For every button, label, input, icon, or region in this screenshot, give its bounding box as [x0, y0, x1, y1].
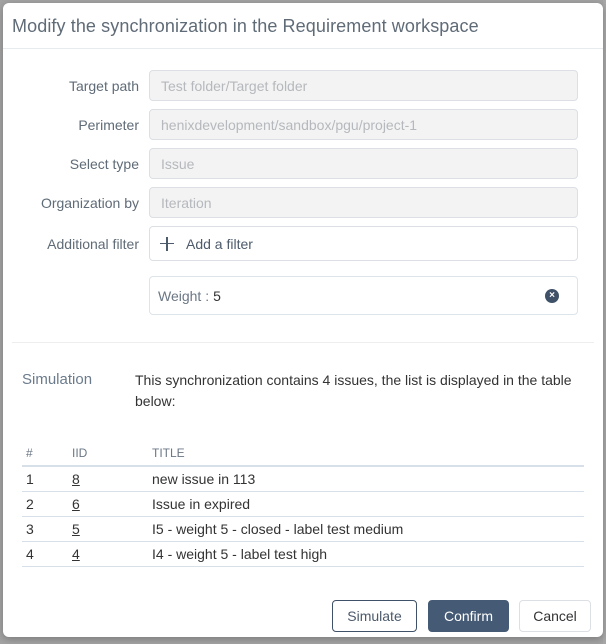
column-header-iid: IID	[52, 444, 152, 466]
target-path-field: Test folder/Target folder	[149, 70, 578, 101]
cancel-button[interactable]: Cancel	[519, 600, 591, 632]
modify-synchronization-dialog	[3, 3, 603, 637]
filter-chip-value: 5	[213, 287, 221, 304]
column-header-title: TITLE	[152, 444, 584, 466]
perimeter-label: Perimeter	[78, 117, 139, 133]
iid-link[interactable]: 8	[72, 470, 80, 487]
simulation-description: This synchronization contains 4 issues, the list is displayed in the table below:	[135, 372, 572, 409]
section-divider	[12, 342, 594, 343]
organization-by-label: Organization by	[40, 195, 139, 211]
form-row-organization-by	[3, 187, 603, 218]
dialog-title: Modify the synchronization in the Requirement workspace	[12, 16, 479, 36]
row-title: I5 - weight 5 - closed - label test medium	[152, 516, 584, 541]
target-path-label: Target path	[68, 78, 139, 94]
organization-by-field: Iteration	[149, 187, 578, 218]
clear-circle-icon[interactable]: ×	[545, 289, 559, 303]
iid-link[interactable]: 6	[72, 495, 80, 512]
dialog-header	[3, 3, 603, 49]
row-number: 2	[22, 491, 52, 516]
table-row	[22, 516, 584, 541]
simulation-title: Simulation	[22, 371, 93, 388]
row-number: 4	[22, 541, 52, 566]
iid-link[interactable]: 4	[72, 545, 80, 562]
form-row-target-path	[3, 70, 603, 101]
row-number: 1	[22, 466, 52, 491]
row-title: I4 - weight 5 - label test high	[152, 541, 584, 566]
table-row	[22, 541, 584, 566]
plus-icon	[160, 237, 174, 251]
row-title: Issue in expired	[152, 491, 584, 516]
row-number: 3	[22, 516, 52, 541]
additional-filter-label: Additional filter	[47, 236, 139, 252]
simulation-table	[22, 444, 584, 567]
form-row-select-type	[3, 148, 603, 179]
table-header-row	[22, 444, 584, 466]
table-row	[22, 466, 584, 491]
simulate-button[interactable]: Simulate	[332, 600, 417, 632]
filter-chip-weight	[149, 276, 578, 315]
form-row-additional-filter	[3, 226, 603, 261]
perimeter-field: henixdevelopment/sandbox/pgu/project-1	[149, 109, 578, 140]
column-header-number: #	[22, 444, 52, 466]
iid-link[interactable]: 5	[72, 520, 80, 537]
form-row-perimeter	[3, 109, 603, 140]
filter-chip-label: Weight :	[158, 287, 210, 304]
row-title: new issue in 113	[152, 466, 584, 491]
confirm-button[interactable]: Confirm	[428, 600, 509, 632]
select-type-field: Issue	[149, 148, 578, 179]
add-filter-button[interactable]	[149, 226, 578, 261]
table-row	[22, 491, 584, 516]
select-type-label: Select type	[69, 156, 139, 172]
add-filter-label: Add a filter	[186, 235, 253, 252]
